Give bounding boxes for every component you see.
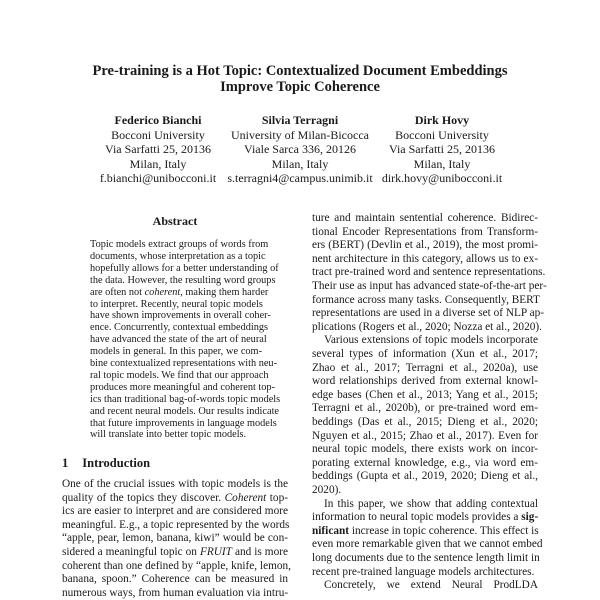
text-line: and recent neural models. Our results indicate	[90, 405, 279, 417]
text-line: the data. However, the resulting word groups	[90, 274, 276, 286]
text-line: nificant increase in topic coherence. This effect is	[312, 524, 539, 537]
text-line: information to neural topic models provides a sig-	[312, 511, 539, 524]
section-number: 1	[62, 456, 69, 470]
author	[342, 113, 542, 186]
text-line: Topic models extract groups of words from	[90, 239, 269, 250]
text-line: Terragni et al., 2020b), or pre-trained word em-	[312, 402, 538, 415]
text-line: beddings (Das et al., 2015; Dieng et al., 2020;	[312, 416, 538, 428]
text-line: ics than traditional bag-of-words topic models	[90, 393, 281, 405]
author-email: s.terragni4@campus.unimib.it	[227, 171, 373, 186]
text-line: banana, spoon.” Coherence can be measured in	[62, 573, 288, 586]
section-heading	[62, 456, 164, 471]
text-line: coherent than one defined by “apple, knife, lemon,	[62, 559, 291, 572]
author-addr: Viale Sarca 336, 20126	[244, 142, 356, 157]
text-line: Various extensions of topic models incorporate	[324, 334, 538, 347]
text-line: ers (BERT) (Devlin et al., 2019), the most promi-	[312, 239, 538, 252]
section-title: Introduction	[82, 456, 151, 470]
text-line: edge bases (Chen et al., 2013; Yang et al., 2015;	[312, 388, 538, 401]
author-city: Milan, Italy	[413, 156, 471, 171]
text-line: tional Encoder Representations from Transform-	[312, 225, 538, 238]
text-line: sidered a meaningful topic on FRUIT and is more	[62, 546, 289, 558]
italic-text: coherent	[144, 286, 181, 298]
author-affil: Bocconi University	[111, 127, 205, 142]
author-affil: University of Milan-Bicocca	[231, 127, 369, 142]
author-email: f.bianchi@unibocconi.it	[99, 171, 217, 186]
paper-title-line-1: Pre-training is a Hot Topic: Contextualized Document Embeddings	[92, 63, 508, 79]
text-line: have shown improvements in overall coher-	[90, 310, 271, 322]
italic-text: Coherent	[224, 491, 267, 504]
text-line: Their use as input has advanced state-of-the-art per-	[312, 280, 547, 292]
text-line: ence. Concurrently, contextual embeddings	[90, 322, 269, 334]
author-email: dirk.hovy@unibocconi.it	[381, 171, 503, 186]
text-line: recent pre-trained language models architectures.	[312, 565, 535, 578]
author-name: Dirk Hovy	[414, 113, 470, 127]
author-name: Silvia Terragni	[261, 113, 339, 127]
paper-title-line-2: Improve Topic Coherence	[220, 79, 380, 95]
abstract-heading: Abstract	[152, 214, 198, 228]
text-line: ture and maintain sentential coherence. Bidirec-	[312, 212, 538, 224]
text-line: quality of the topics they discover. Coherent top-	[62, 491, 288, 504]
text-line: representations are used in a diverse set of NLP ap-	[312, 307, 545, 320]
text-line: Zhao et al., 2017; Terragni et al., 2020a), use	[312, 361, 538, 374]
text-line: “apple, pear, lemon, banana, kiwi” would be con-	[62, 532, 288, 545]
text-line: Concretely, we extend Neural ProdLDA	[324, 579, 538, 592]
author-city: Milan, Italy	[129, 156, 187, 171]
text-line: models in general. In this paper, we com-	[90, 346, 262, 358]
text-line: long documents due to the sentence length limit in	[312, 552, 540, 564]
text-line: even more remarkable given that we cannot embed	[312, 538, 543, 551]
text-line: Nguyen et al., 2015; Zhao et al., 2017). Even for	[312, 429, 538, 442]
text-line: 2020).	[312, 484, 342, 496]
text-line: formance across many tasks. Consequently, BERT	[312, 293, 540, 306]
text-line: will translate into better topic models.	[90, 429, 247, 441]
text-line: porating external knowledge, e.g., via word em-	[312, 456, 538, 469]
text-line: ral topic models. We find that our approach	[90, 369, 269, 381]
bold-text: nificant	[312, 524, 350, 537]
text-line: word relationships derived from external knowl-	[312, 375, 538, 388]
italic-text: FRUIT	[199, 546, 232, 558]
text-line: ics are easier to interpret and are considered more	[62, 505, 288, 518]
text-line: are often not coherent, making them harder	[90, 286, 269, 298]
text-line: bine contextualized representations with neu-	[90, 358, 277, 369]
text-line: that future improvements in language models	[90, 417, 277, 429]
bold-text: sig-	[521, 511, 539, 524]
text-line: documents, whose interpretation as a topic	[90, 250, 266, 262]
text-line: to interpret. Recently, neural topic models	[90, 298, 263, 310]
text-line: hopefully allows for a better understanding of	[90, 262, 279, 274]
text-line: have advanced the state of the art of neural	[90, 334, 267, 346]
author-addr: Via Sarfatti 25, 20136	[105, 142, 211, 157]
text-line: beddings (Gupta et al., 2019, 2020; Dieng et al.,	[312, 470, 538, 483]
text-line: meaningful. E.g., a topic represented by the words	[62, 518, 290, 531]
text-line: One of the crucial issues with topic models is the	[62, 478, 288, 490]
text-line: numerous ways, from human evaluation via intru-	[62, 586, 289, 599]
text-line: produces more meaningful and coherent top-	[90, 381, 275, 393]
text-line: nent architecture in this category, allows us to ex-	[312, 252, 538, 265]
text-line: neural topic models, there exists work on incor-	[312, 443, 538, 456]
text-line: tract pre-trained word and sentence representations.	[312, 266, 546, 279]
text-line: several types of information (Xun et al., 2017;	[312, 348, 538, 360]
text-line: plications (Rogers et al., 2020; Nozza et al., 2020).	[312, 320, 542, 333]
author-city: Milan, Italy	[271, 156, 329, 171]
author-affil: Bocconi University	[395, 127, 489, 142]
text-line: In this paper, we show that adding contextual	[324, 497, 538, 510]
author-addr: Via Sarfatti 25, 20136	[389, 142, 495, 157]
author-name: Federico Bianchi	[114, 113, 202, 127]
